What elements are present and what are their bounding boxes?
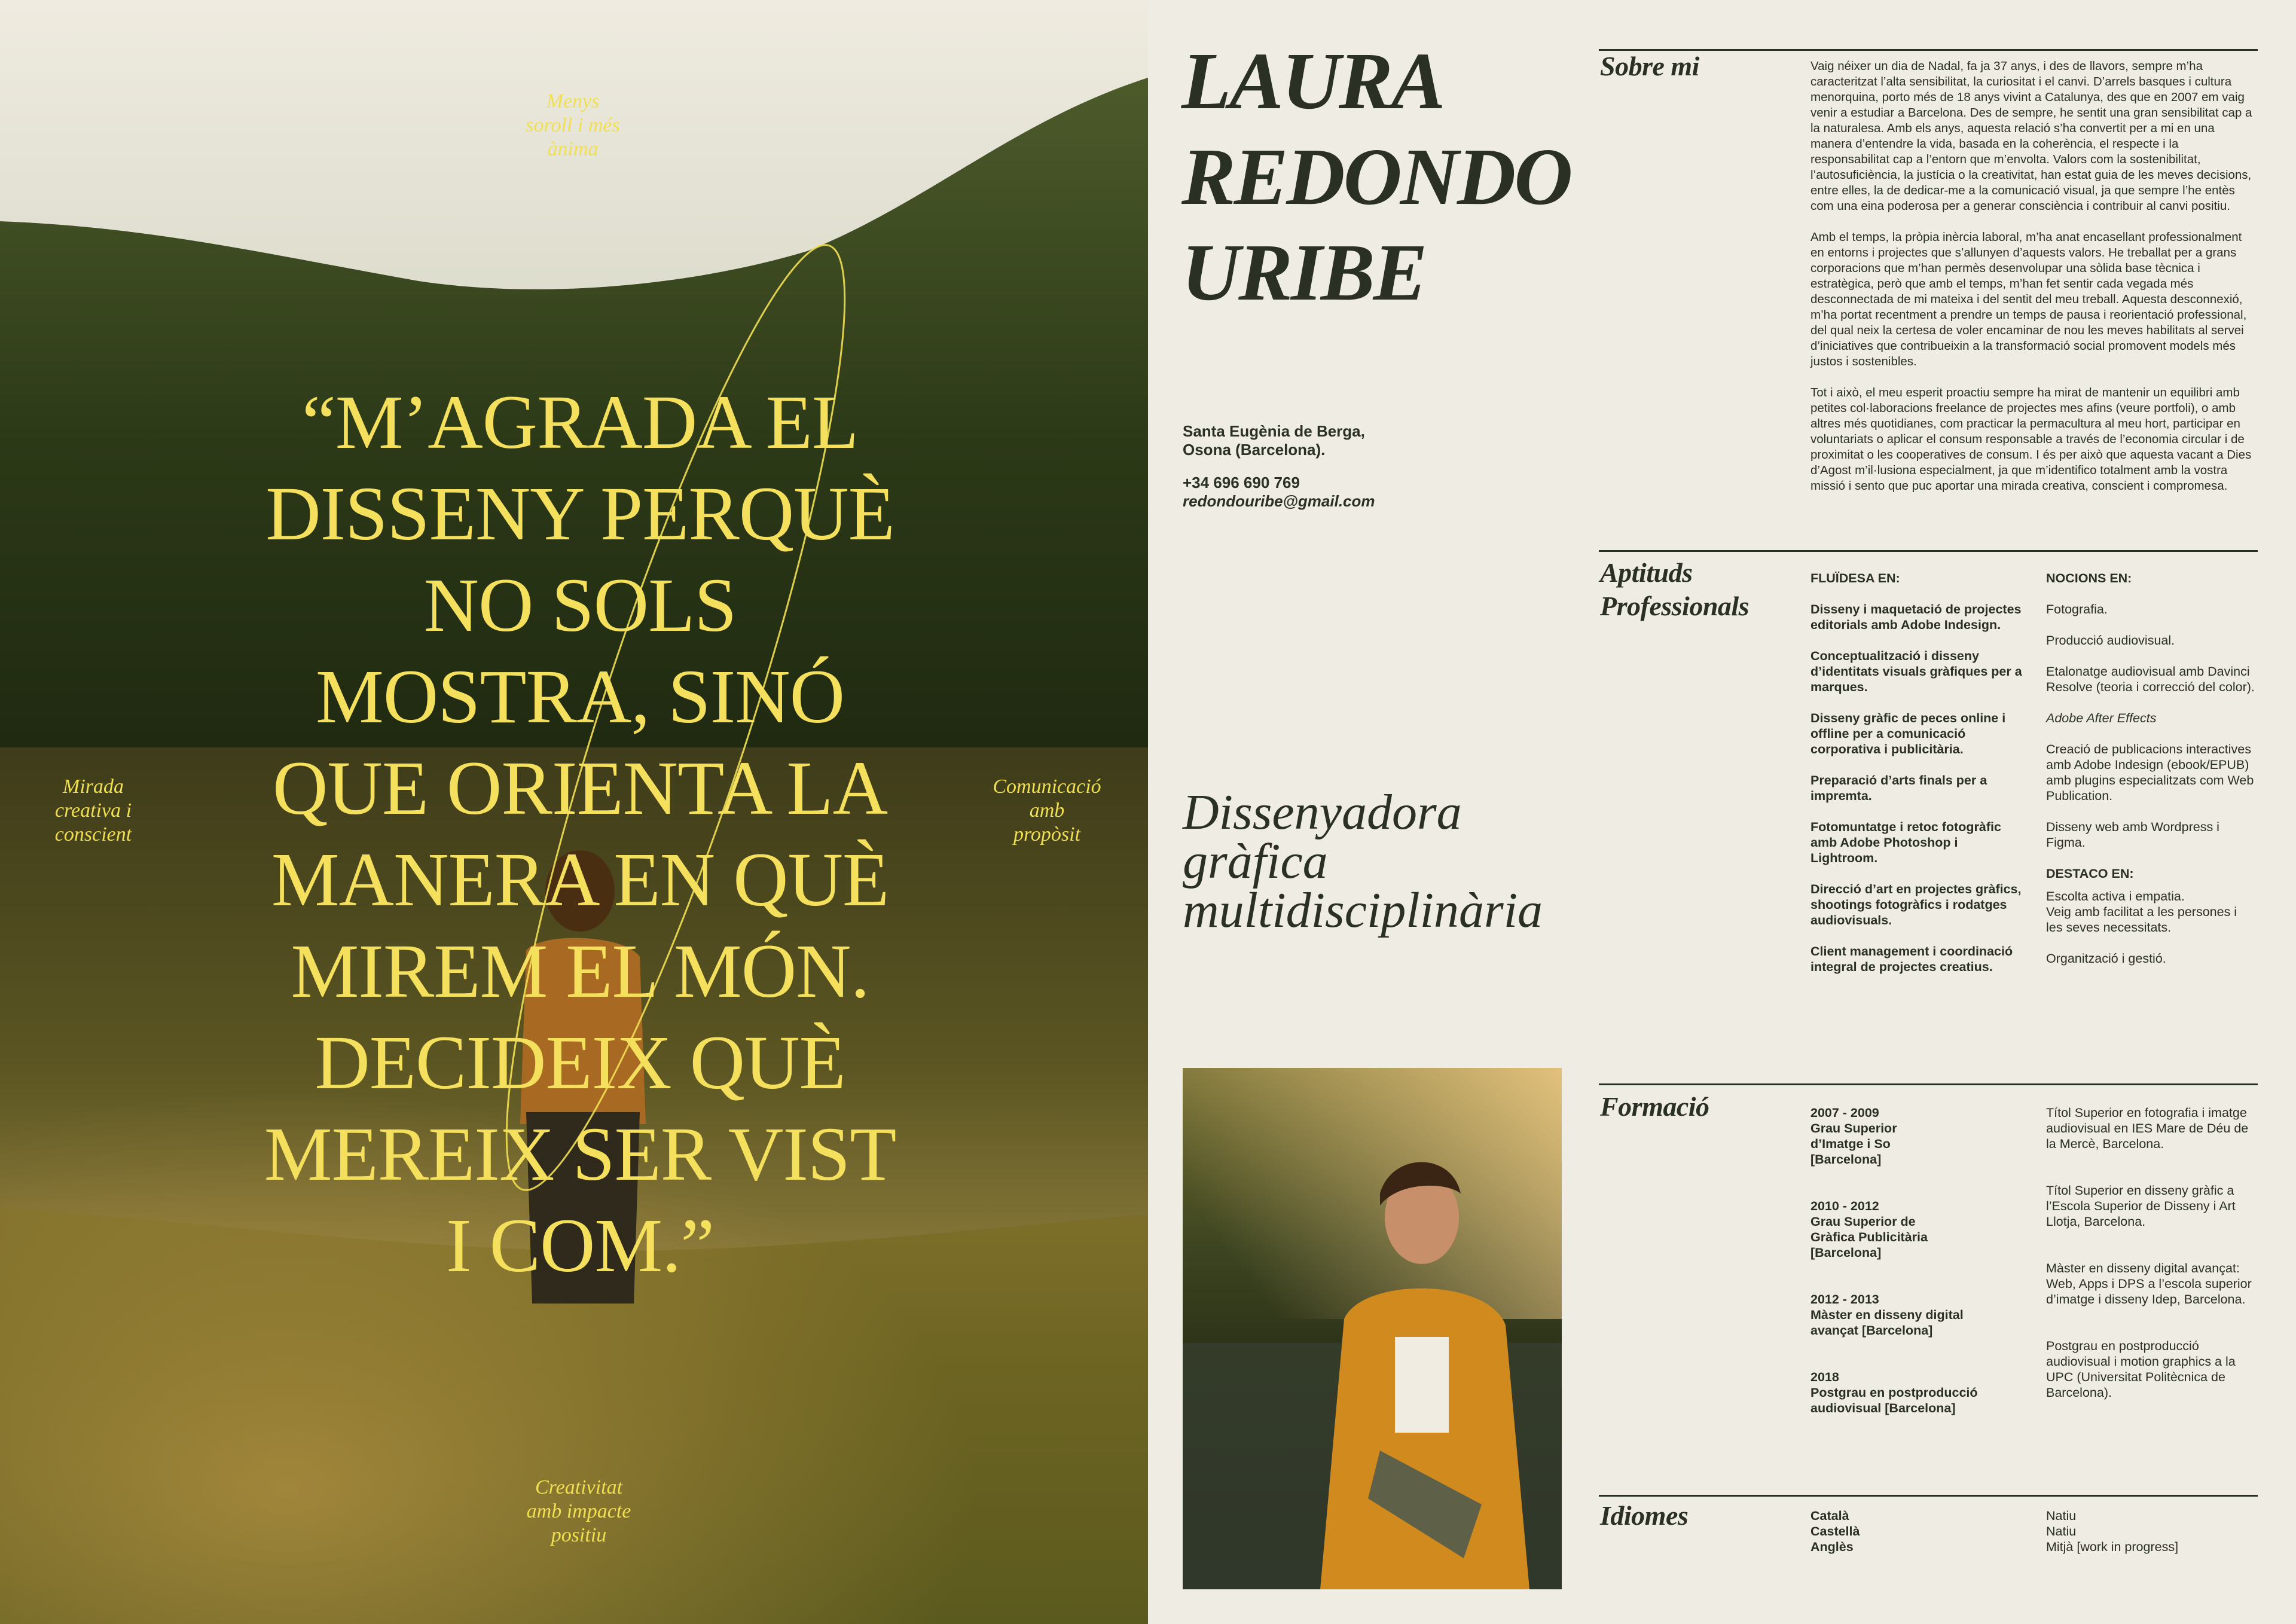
- section-title-education: Formació: [1600, 1091, 1709, 1122]
- skill-item: Direcció d’art en projectes gràfics, shootings fotogràfics i rodatges audiovisuals.: [1810, 882, 2022, 927]
- notion-item: Producció audiovisual.: [2046, 633, 2175, 648]
- main-quote: [239, 377, 921, 1292]
- note-right: Comunicació amb propòsit: [993, 776, 1101, 845]
- notion-item: Etalonatge audiovisual amb Davinci Resolve (teoria i correcció del color).: [2046, 664, 2255, 694]
- about-paragraph: Tot i això, el meu esperit proactiu sempre ha mirat de mantenir un equilibri amb petites col·laboracions freelance de projectes mes afins (veure portfoli), o amb altres més quotidianes, com practicar la permacultura al meu hort, participar en voluntariats o aplicar el consum responsable a través de l’economia circular i de proximitat o les cooperatives de consum. I és per això que aquesta vacant a Dies d’Agost m’il·lusiona especialment, ja que m’identifico totalment amb la vostra missió i sento que puc aportar una mirada creativa, conscient i compromesa.: [1810, 386, 2252, 493]
- language-level: Natiu: [2046, 1509, 2077, 1523]
- language-name: Català: [1810, 1509, 1849, 1523]
- skill-item: Fotomuntatge i retoc fotogràfic amb Adobe Photoshop i Lightroom.: [1810, 820, 2001, 865]
- note-left: Mirada creativa i conscient: [54, 776, 132, 845]
- language-name: Anglès: [1810, 1540, 1854, 1554]
- notions-column: [2046, 570, 2257, 982]
- note-top: Menys soroll i més ànima: [526, 90, 620, 160]
- highlight-item: Veig amb facilitat a les persones i les seves necessitats.: [2046, 905, 2237, 935]
- quote-line: QUE ORIENTA LA: [272, 746, 888, 831]
- quote-line: MOSTRA, SINÓ: [315, 654, 845, 739]
- languages-list: [1810, 1508, 2014, 1555]
- education-degrees: [1810, 1105, 2014, 1416]
- skill-item: Conceptualització i disseny d’identitats visuals gràfiques per a marques.: [1810, 649, 2022, 694]
- section-title-about: Sobre mi: [1600, 51, 1699, 81]
- about-paragraph: Vaig néixer un dia de Nadal, fa ja 37 anys, i des de llavors, sempre m’ha caracteritzat l’alta sensibilitat, la curiositat i el canvi. D’arrels basques i cultura menorquina, porto més de 18 anys vivint a Catalunya, des que en 2007 em vaig venir a estudiar a Barcelona. Des de sempre, he sentit una gran sensibilitat cap a la naturalesa. Amb els anys, aquesta relació s’ha convertit per a mi en una manera d’entendre la vida, basada en la coherència, el respecte i la responsabilitat cap a l’entorn que m’envolta. Valors com la sostenibilitat, l’autosuficiència, la justícia o la creativitat, han estat guia de les meves decisions, entre elles, la de dedicar-me a la comunicació visual, ja que sempre l’he entès com una eina poderosa per a generar consciència i contribuir al canvi positiu.: [1810, 59, 2252, 213]
- note-bottom: Creativitat amb impacte positiu: [526, 1476, 631, 1546]
- skill-item: Preparació d’arts finals per a impremta.: [1810, 773, 1987, 803]
- edu-desc: Títol Superior en disseny gràfic a l’Escola Superior de Disseny i Art Llotja, Barcelona.: [2046, 1183, 2236, 1229]
- notion-item: Adobe After Effects: [2046, 711, 2157, 725]
- contact-phone: +34 696 690 769: [1183, 474, 1300, 492]
- fluent-column: [1810, 570, 2026, 990]
- notion-item: Disseny web amb Wordpress i Figma.: [2046, 820, 2219, 850]
- quote-line: DECIDEIX QUÈ: [315, 1020, 845, 1105]
- divider: [1599, 550, 2258, 552]
- divider: [1599, 1495, 2258, 1497]
- notion-item: Creació de publicacions interactives amb Adobe Indesign (ebook/EPUB) amb plugins especialitzats com Web Publication.: [2046, 742, 2254, 803]
- about-text: [1810, 59, 2258, 509]
- language-level: Mitjà [work in progress]: [2046, 1540, 2179, 1554]
- languages-levels: [2046, 1508, 2257, 1555]
- highlight-heading: DESTACO EN:: [2046, 866, 2134, 881]
- section-title-skills: Aptituds Professionals: [1600, 557, 1750, 621]
- quote-line: MANERA EN QUÈ: [271, 837, 889, 922]
- edu-desc: Títol Superior en fotografia i imatge audiovisual en IES Mare de Déu de la Mercè, Barcelona.: [2046, 1106, 2249, 1151]
- edu-degree: Postgrau en postproducció audiovisual [Barcelona]: [1810, 1385, 1978, 1415]
- divider: [1599, 1083, 2258, 1085]
- notions-heading: NOCIONS EN:: [2046, 571, 2132, 585]
- edu-degree: Grau Superior de Gràfica Publicitària [Barcelona]: [1810, 1214, 1928, 1260]
- edu-years: 2012 - 2013: [1810, 1292, 1879, 1306]
- about-paragraph: Amb el temps, la pròpia inèrcia laboral, m’ha anat encasellant professionalment en entorns i projectes que s’allunyen d’aquests valors. He treballat per a grans corporacions que m’han permès desenvolupar una sòlida base tècnica i estratègica, però que amb el temps, m’han fet sentir cada vegada més desconnectada de mi mateixa i del sentit del meu treball. Aquesta desconnexió, m’ha portat recentment a prendre un temps de pausa i reorientació professional, del qual neix la certesa de voler encaminar de nou les meves habilitats al servei d’iniciatives que contribueixin a la transformació social promovent models més justos i sostenibles.: [1810, 230, 2247, 368]
- edu-degree: Grau Superior d’Imatge i So [Barcelona]: [1810, 1121, 1897, 1167]
- language-name: Castellà: [1810, 1524, 1860, 1538]
- name-last: URIBE: [1181, 228, 1426, 318]
- quote-line: NO SOLS: [423, 563, 737, 648]
- portrait-photo: [1183, 1068, 1562, 1589]
- quote-line: “M’AGRADA EL: [301, 380, 859, 465]
- name-middle: REDONDO: [1181, 132, 1571, 222]
- skill-item: Disseny gràfic de peces online i offline per a comunicació corporativa i publicitària.: [1810, 711, 2006, 756]
- fluent-heading: FLUÏDESA EN:: [1810, 571, 1900, 585]
- quote-line: MIREM EL MÓN.: [291, 929, 869, 1014]
- edu-years: 2007 - 2009: [1810, 1106, 1879, 1120]
- skill-item: Disseny i maquetació de projectes editorials amb Adobe Indesign.: [1810, 602, 2022, 632]
- notion-item: Fotografia.: [2046, 602, 2108, 616]
- quote-line: DISSENY PERQUÈ: [265, 471, 894, 556]
- edu-desc: Màster en disseny digital avançat: Web, Apps i DPS a l’escola superior d’imatge i disseny Idep, Barcelona.: [2046, 1261, 2252, 1306]
- contact-address: Santa Eugènia de Berga, Osona (Barcelona).: [1183, 422, 1365, 459]
- highlight-item: Organització i gestió.: [2046, 951, 2166, 966]
- skill-item: Client management i coordinació integral de projectes creatius.: [1810, 944, 2013, 974]
- job-title: Dissenyadora gràfica multidisciplinària: [1183, 784, 1543, 938]
- edu-degree: Màster en disseny digital avançat [Barcelona]: [1810, 1308, 1964, 1338]
- edu-desc: Postgrau en postproducció audiovisual i motion graphics a la UPC (Universitat Politècnica de Barcelona).: [2046, 1339, 2236, 1400]
- name-first: LAURA: [1181, 36, 1444, 126]
- edu-years: 2018: [1810, 1370, 1839, 1384]
- education-descriptions: [2046, 1105, 2257, 1400]
- quote-line: I COM.”: [445, 1203, 715, 1288]
- highlight-item: Escolta activa i empatia.: [2046, 889, 2185, 903]
- contact-email: redondouribe@gmail.com: [1183, 492, 1375, 510]
- cv-panel: [1148, 0, 2296, 1624]
- quote-line: MEREIX SER VIST: [264, 1112, 896, 1196]
- edu-years: 2010 - 2012: [1810, 1199, 1879, 1213]
- language-level: Natiu: [2046, 1524, 2077, 1538]
- section-title-languages: Idiomes: [1600, 1500, 1689, 1531]
